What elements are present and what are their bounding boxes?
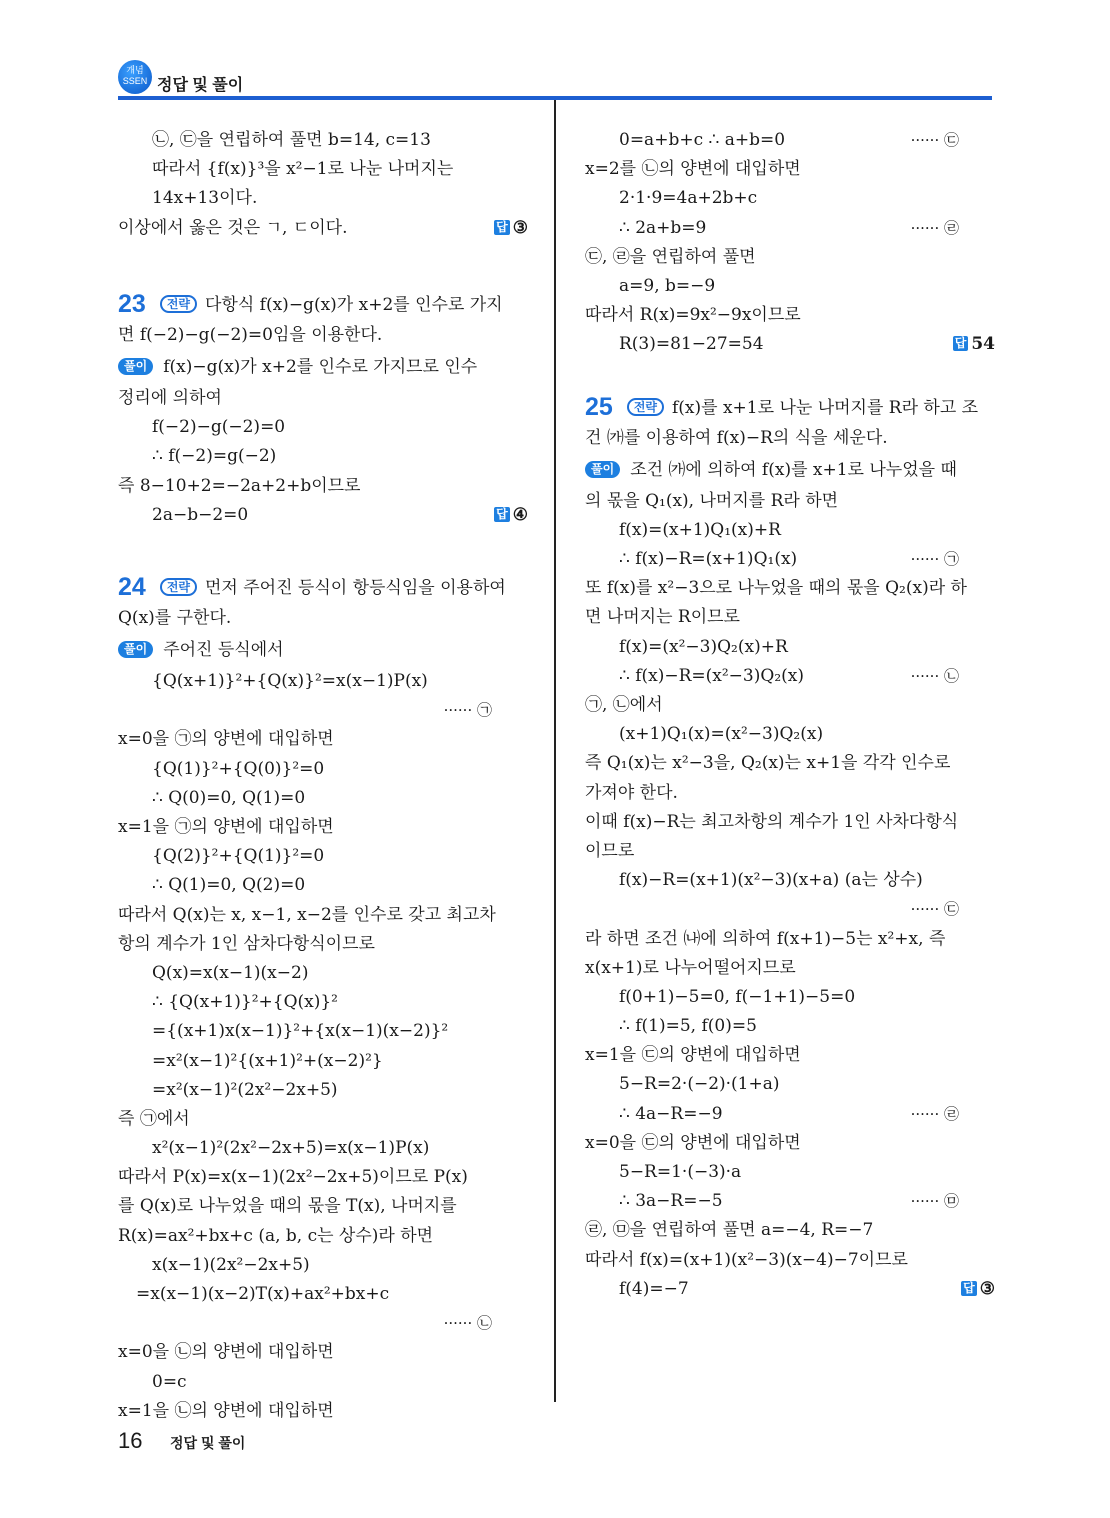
line-text: 가져야 한다. bbox=[585, 782, 678, 803]
text-line bbox=[118, 901, 528, 930]
equation-reference: ······ ㉣ bbox=[910, 218, 959, 237]
line-text: 즉 ㉠에서 bbox=[118, 1108, 190, 1129]
text-line bbox=[118, 472, 528, 501]
text-line bbox=[118, 321, 528, 350]
text-line bbox=[118, 930, 528, 959]
line-text: x²(x−1)²(2x²−2x+5)=x(x−1)P(x) bbox=[152, 1138, 430, 1159]
line-text: f(x)를 x+1로 나눈 나머지를 R라 하고 조 bbox=[672, 397, 979, 418]
text-line bbox=[585, 574, 995, 603]
solution-block bbox=[585, 126, 995, 360]
text-line bbox=[118, 813, 528, 842]
line-text: 조건 ㈎에 의하여 f(x)를 x+1로 나누었을 때 bbox=[630, 459, 957, 480]
text-line bbox=[585, 390, 995, 424]
line-text: 0=c bbox=[152, 1371, 187, 1392]
answer-badge: 답 bbox=[963, 1280, 975, 1295]
text-line bbox=[585, 866, 995, 895]
line-text: a=9, b=−9 bbox=[619, 275, 716, 296]
line-text: 이때 f(x)−R는 최고차항의 계수가 1인 사차다항식 bbox=[585, 811, 959, 832]
text-line bbox=[118, 1368, 528, 1397]
text-line bbox=[118, 1280, 528, 1309]
line-text: =x(x−1)(x−2)T(x)+ax²+bx+c bbox=[136, 1284, 390, 1304]
line-text: f(x)−R=(x+1)(x²−3)(x+a) (a는 상수) bbox=[619, 870, 923, 891]
line-text: ∴ Q(0)=0, Q(1)=0 bbox=[152, 787, 306, 808]
text-line bbox=[118, 959, 528, 988]
text-line bbox=[585, 1275, 995, 1304]
text-line bbox=[585, 633, 995, 662]
text-line bbox=[118, 725, 528, 754]
line-text: R(3)=81−27=54 bbox=[619, 334, 764, 355]
strategy-badge: 전략 bbox=[160, 578, 197, 596]
line-text: f(x)=(x²−3)Q₂(x)+R bbox=[619, 636, 788, 657]
line-text: 2a−b−2=0 bbox=[152, 504, 249, 525]
text-line bbox=[585, 155, 995, 184]
text-line bbox=[118, 442, 528, 471]
line-text: 주어진 등식에서 bbox=[163, 640, 284, 661]
line-text: x=0을 ㉡의 양변에 대입하면 bbox=[118, 1342, 334, 1363]
line-text: {Q(1)}²+{Q(0)}²=0 bbox=[152, 758, 325, 779]
line-text: 0=a+b+c ∴ a+b=0 bbox=[619, 130, 786, 150]
line-text: f(−2)−g(−2)=0 bbox=[152, 417, 286, 438]
line-text: ∴ Q(1)=0, Q(2)=0 bbox=[152, 875, 306, 896]
line-text: 즉 Q₁(x)는 x²−3을, Q₂(x)는 x+1을 각각 인수로 bbox=[585, 753, 951, 774]
brand-logo: 개념 SSEN bbox=[118, 60, 152, 94]
line-text: 즉 8−10+2=−2a+2+b이므로 bbox=[118, 475, 361, 496]
text-line bbox=[118, 155, 528, 184]
text-line bbox=[585, 243, 995, 272]
text-line bbox=[585, 301, 995, 330]
text-line bbox=[585, 453, 995, 487]
text-line bbox=[585, 330, 995, 359]
line-text: 면 나머지는 R이므로 bbox=[585, 607, 740, 628]
line-text: ={(x+1)x(x−1)}²+{x(x−1)(x−2)}² bbox=[152, 1021, 449, 1042]
answer-value: ③ bbox=[512, 217, 528, 238]
line-text: ㉡, ㉢을 연립하여 풀면 b=14, c=13 bbox=[152, 130, 431, 150]
line-text: 다항식 f(x)−g(x)가 x+2를 인수로 가지 bbox=[205, 294, 503, 315]
line-text: f(0+1)−5=0, f(−1+1)−5=0 bbox=[619, 986, 856, 1007]
line-text: 정리에 의하여 bbox=[118, 387, 222, 408]
text-line bbox=[585, 895, 995, 924]
line-text: R(x)=ax²+bx+c (a, b, c는 상수)라 하면 bbox=[118, 1225, 434, 1246]
line-text: 의 몫을 Q₁(x), 나머지를 R라 하면 bbox=[585, 490, 839, 511]
text-line bbox=[118, 1309, 528, 1338]
line-text: x=0을 ㉢의 양변에 대입하면 bbox=[585, 1132, 801, 1153]
solution-badge: 풀이 bbox=[118, 358, 153, 375]
answer-badge: 답 bbox=[954, 336, 967, 351]
text-line bbox=[585, 1246, 995, 1275]
text-line bbox=[585, 545, 995, 574]
equation-reference: ······ ㉠ bbox=[443, 701, 492, 720]
answer-value: ③ bbox=[979, 1278, 995, 1299]
line-text: ㉣, ㉤을 연립하여 풀면 a=−4, R=−7 bbox=[585, 1220, 874, 1241]
text-line bbox=[118, 1076, 528, 1105]
line-text: x(x+1)로 나누어떨어지므로 bbox=[585, 957, 796, 978]
answer-value: 54 bbox=[971, 334, 995, 355]
text-line bbox=[585, 516, 995, 545]
text-line bbox=[585, 1158, 995, 1187]
text-line bbox=[118, 287, 528, 321]
problem-number: 25 bbox=[585, 392, 613, 421]
problem-number: 23 bbox=[118, 289, 146, 318]
text-line bbox=[118, 1222, 528, 1251]
strategy-badge: 전략 bbox=[627, 398, 664, 416]
text-line bbox=[118, 501, 528, 530]
solution-badge: 풀이 bbox=[585, 461, 620, 478]
answer-value: ④ bbox=[512, 504, 528, 525]
line-text: 면 f(−2)−g(−2)=0임을 이용한다. bbox=[118, 324, 383, 345]
text-line bbox=[585, 1100, 995, 1129]
line-text: (x+1)Q₁(x)=(x²−3)Q₂(x) bbox=[619, 724, 824, 745]
text-line bbox=[118, 1397, 528, 1426]
text-line bbox=[585, 487, 995, 516]
line-text: ∴ f(1)=5, f(0)=5 bbox=[619, 1016, 757, 1037]
text-line bbox=[118, 184, 528, 213]
text-line bbox=[118, 126, 528, 155]
equation-reference: ······ ㉢ bbox=[910, 900, 959, 919]
solution-block bbox=[118, 287, 528, 530]
line-text: 를 Q(x)로 나누었을 때의 몫을 T(x), 나머지를 bbox=[118, 1196, 457, 1217]
line-text: x(x−1)(2x²−2x+5) bbox=[152, 1254, 310, 1275]
right-column bbox=[585, 126, 995, 1304]
text-line bbox=[118, 1105, 528, 1134]
answer-mark bbox=[494, 501, 528, 530]
line-text: 2·1·9=4a+2b+c bbox=[619, 188, 758, 209]
line-text: 이므로 bbox=[585, 840, 635, 861]
page-number: 16 bbox=[118, 1428, 143, 1453]
text-line bbox=[585, 1216, 995, 1245]
line-text: ∴ {Q(x+1)}²+{Q(x)}² bbox=[152, 992, 338, 1013]
answer-mark bbox=[953, 330, 995, 359]
text-line bbox=[585, 691, 995, 720]
line-text: 따라서 R(x)=9x²−9x이므로 bbox=[585, 305, 801, 326]
text-line bbox=[585, 1041, 995, 1070]
text-line bbox=[118, 1163, 528, 1192]
line-text: 따라서 P(x)=x(x−1)(2x²−2x+5)이므로 P(x) bbox=[118, 1167, 468, 1188]
text-line bbox=[118, 1047, 528, 1076]
line-text: ∴ 3a−R=−5 bbox=[619, 1191, 723, 1212]
text-line bbox=[585, 749, 995, 778]
text-line bbox=[585, 954, 995, 983]
text-line bbox=[118, 604, 528, 633]
text-line bbox=[585, 184, 995, 213]
line-text: 따라서 {f(x)}³을 x²−1로 나눈 나머지는 bbox=[152, 159, 454, 180]
text-line bbox=[585, 126, 995, 155]
left-column bbox=[118, 126, 528, 1426]
header-title: 정답 및 풀이 bbox=[157, 77, 244, 94]
text-line bbox=[585, 1012, 995, 1041]
text-line bbox=[118, 1192, 528, 1221]
text-line bbox=[118, 633, 528, 667]
text-line bbox=[585, 925, 995, 954]
answer-badge: 답 bbox=[496, 506, 508, 521]
line-text: x=1을 ㉡의 양변에 대입하면 bbox=[118, 1400, 334, 1421]
text-line bbox=[585, 214, 995, 243]
text-line bbox=[118, 1017, 528, 1046]
line-text: x=2를 ㉡의 양변에 대입하면 bbox=[585, 159, 801, 180]
line-text: ∴ f(x)−R=(x²−3)Q₂(x) bbox=[619, 665, 804, 686]
text-line bbox=[118, 1251, 528, 1280]
problem-number: 24 bbox=[118, 572, 146, 601]
line-text: =x²(x−1)²(2x²−2x+5) bbox=[152, 1079, 338, 1100]
text-line bbox=[118, 871, 528, 900]
line-text: 항의 계수가 1인 삼차다항식이므로 bbox=[118, 933, 375, 954]
line-text: 라 하면 조건 ㈏에 의하여 f(x+1)−5는 x²+x, 즉 bbox=[585, 928, 946, 949]
line-text: =x²(x−1)²{(x+1)²+(x−2)²} bbox=[152, 1050, 383, 1071]
strategy-badge: 전략 bbox=[160, 295, 197, 313]
line-text: ㉠, ㉡에서 bbox=[585, 695, 663, 715]
equation-reference: ······ ㉢ bbox=[910, 131, 959, 149]
text-line bbox=[118, 1134, 528, 1163]
line-text: 건 ㈎를 이용하여 f(x)−R의 식을 세운다. bbox=[585, 427, 888, 448]
text-line bbox=[585, 720, 995, 749]
text-line bbox=[118, 696, 528, 725]
line-text: f(x)=(x+1)Q₁(x)+R bbox=[619, 519, 781, 540]
answer-badge: 답 bbox=[496, 219, 508, 234]
line-text: 먼저 주어진 등식이 항등식임을 이용하여 bbox=[205, 577, 506, 598]
line-text: {Q(x+1)}²+{Q(x)}²=x(x−1)P(x) bbox=[152, 671, 428, 692]
text-line bbox=[118, 755, 528, 784]
line-text: ㉢, ㉣을 연립하여 풀면 bbox=[585, 246, 756, 267]
equation-reference: ······ ㉣ bbox=[910, 1104, 959, 1123]
text-line bbox=[585, 662, 995, 691]
line-text: 또 f(x)를 x²−3으로 나누었을 때의 몫을 Q₂(x)라 하 bbox=[585, 578, 967, 599]
text-line bbox=[118, 1338, 528, 1367]
text-line bbox=[118, 350, 528, 384]
text-line bbox=[118, 413, 528, 442]
text-line bbox=[118, 988, 528, 1017]
solution-badge: 풀이 bbox=[118, 641, 153, 658]
line-text: 5−R=1·(−3)·a bbox=[619, 1162, 742, 1182]
text-line bbox=[585, 1070, 995, 1099]
line-text: x=1을 ㉢의 양변에 대입하면 bbox=[585, 1045, 801, 1066]
line-text: f(4)=−7 bbox=[619, 1278, 689, 1299]
line-text: 이상에서 옳은 것은 ㄱ, ㄷ이다. bbox=[118, 217, 348, 238]
line-text: f(x)−g(x)가 x+2를 인수로 가지므로 인수 bbox=[163, 356, 478, 377]
line-text: 5−R=2·(−2)·(1+a) bbox=[619, 1074, 780, 1095]
line-text: ∴ 4a−R=−9 bbox=[619, 1103, 723, 1124]
text-line bbox=[585, 983, 995, 1012]
text-line bbox=[585, 424, 995, 453]
text-line bbox=[585, 808, 995, 837]
equation-reference: ······ ㉡ bbox=[443, 1314, 492, 1333]
text-line bbox=[118, 842, 528, 871]
text-line bbox=[118, 384, 528, 413]
line-text: {Q(2)}²+{Q(1)}²=0 bbox=[152, 846, 325, 867]
line-text: Q(x)를 구한다. bbox=[118, 607, 232, 628]
line-text: ∴ 2a+b=9 bbox=[619, 217, 707, 238]
answer-mark bbox=[494, 214, 528, 243]
line-text: ∴ f(x)−R=(x+1)Q₁(x) bbox=[619, 549, 798, 570]
line-text: 따라서 Q(x)는 x, x−1, x−2를 인수로 갖고 최고차 bbox=[118, 904, 496, 925]
text-line bbox=[585, 603, 995, 632]
line-text: ∴ f(−2)=g(−2) bbox=[152, 446, 277, 467]
text-line bbox=[585, 779, 995, 808]
text-line bbox=[118, 784, 528, 813]
answer-mark bbox=[961, 1275, 995, 1304]
text-line bbox=[585, 272, 995, 301]
column-divider bbox=[554, 100, 556, 1402]
footer-title: 정답 및 풀이 bbox=[170, 1435, 246, 1451]
line-text: 14x+13이다. bbox=[152, 188, 258, 209]
text-line bbox=[118, 667, 528, 696]
equation-reference: ······ ㉠ bbox=[910, 550, 959, 569]
line-text: x=1을 ㉠의 양변에 대입하면 bbox=[118, 817, 334, 837]
equation-reference: ······ ㉤ bbox=[910, 1192, 959, 1211]
text-line bbox=[585, 1129, 995, 1158]
solution-block bbox=[585, 390, 995, 1304]
equation-reference: ······ ㉡ bbox=[910, 666, 959, 685]
solution-block bbox=[118, 570, 528, 1426]
text-line bbox=[585, 837, 995, 866]
text-line bbox=[118, 214, 528, 243]
line-text: x=0을 ㉠의 양변에 대입하면 bbox=[118, 729, 334, 750]
line-text: 따라서 f(x)=(x+1)(x²−3)(x−4)−7이므로 bbox=[585, 1249, 908, 1270]
text-line bbox=[585, 1187, 995, 1216]
solution-block bbox=[118, 126, 528, 243]
line-text: Q(x)=x(x−1)(x−2) bbox=[152, 962, 309, 983]
text-line bbox=[118, 570, 528, 604]
